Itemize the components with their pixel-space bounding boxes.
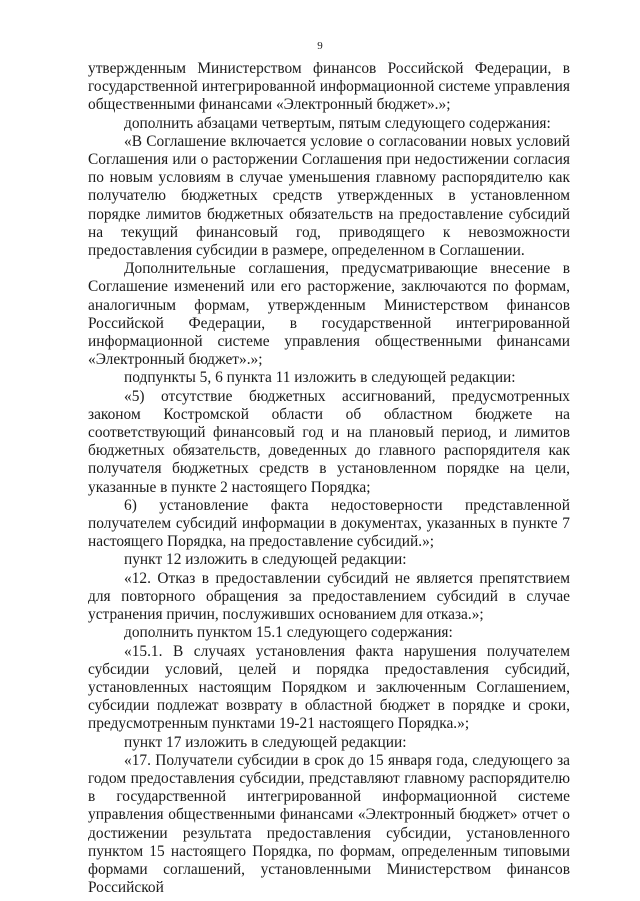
paragraph-clause-17: «17. Получатели субсидии в срок до 15 января года, следующего за годом предоставления субсидии, представляют главному распорядителю в государственной интегрированной информационной системе управления общественными финансами «Электронный бюджет» отчет о достижении результата предоставления субсидии, установленного пунктом 15 настоящего Порядка, по формам, определенным типовыми формами соглашений, установленными Министерством финансов Российской — [88, 751, 570, 897]
paragraph-subclauses-instruction: подпункты 5, 6 пункта 11 изложить в следующей редакции: — [124, 369, 516, 387]
paragraph-clause-15-1-instruction: дополнить пунктом 15.1 следующего содержания: — [124, 624, 453, 642]
paragraph-clause-17-instruction: пункт 17 изложить в следующей редакции: — [124, 733, 407, 751]
document-body — [88, 60, 570, 897]
paragraph-subclause-5: «5) отсутствие бюджетных ассигнований, предусмотренных законом Костромской области об областном бюджете на соответствующий финансовый год и на плановый период, и лимитов бюджетных обязательств, доведенных до главного распорядителя как получателя бюджетных средств в установленном порядке на цели, указанные в пункте 2 настоящего Порядка; — [88, 387, 570, 496]
paragraph-continuation: утвержденным Министерством финансов Российской Федерации, в государственной интегрированной информационной системе управления общественными финансами «Электронный бюджет».»; — [88, 60, 570, 114]
page-number: 9 — [317, 40, 323, 52]
paragraph-clause-15-1: «15.1. В случаях установления факта нарушения получателем субсидии условий, целей и порядка предоставления субсидий, установленных настоящим Порядком и заключенным Соглашением, субсидии подлежат возврату в областной бюджет в порядке и сроки, предусмотренным пунктами 19-21 настоящего Порядка.»; — [88, 642, 570, 733]
paragraph-clause-12-instruction: пункт 12 изложить в следующей редакции: — [124, 551, 407, 569]
paragraph-subclause-6: 6) установление факта недостоверности представленной получателем субсидий информации в документах, указанных в пункте 7 настоящего Порядка, на предоставление субсидий.»; — [88, 496, 570, 551]
paragraph-additional-agreements: Дополнительные соглашения, предусматривающие внесение в Соглашение изменений или его расторжение, заключаются по формам, аналогичным формам, утвержденным Министерством финансов Российской Федерации, в государственной интегрированной информационной системе управления общественными финансами «Электронный бюджет».»; — [88, 260, 570, 369]
paragraph-amend-instruction: дополнить абзацами четвертым, пятым следующего содержания: — [124, 114, 551, 132]
paragraph-clause-12: «12. Отказ в предоставлении субсидий не является препятствием для повторного обращения за предоставлением субсидий в случае устранения причин, послуживших основанием для отказа.»; — [88, 569, 570, 624]
paragraph-agreement-condition: «В Соглашение включается условие о согласовании новых условий Соглашения или о расторжении Соглашения при недостижении согласия по новым условиям в случае уменьшения главному распорядителю как получателю бюджетных средств утвержденных в установленном порядке лимитов бюджетных обязательств на предоставление субсидий на текущий финансовый год, приводящего к невозможности предоставления субсидии в размере, определенном в Соглашении. — [88, 132, 570, 260]
